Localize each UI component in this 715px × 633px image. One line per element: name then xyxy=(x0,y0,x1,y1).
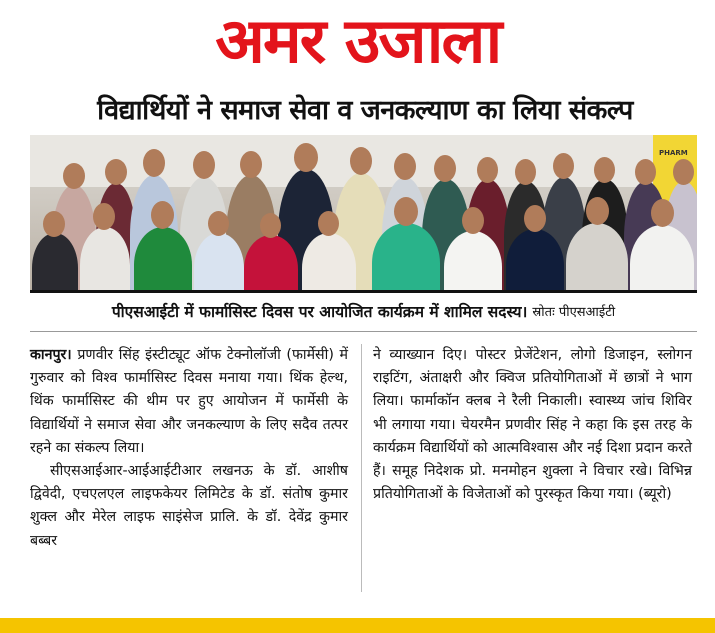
person-head xyxy=(43,211,65,237)
person-head xyxy=(93,203,115,230)
column-divider xyxy=(361,344,362,592)
person xyxy=(566,223,628,293)
person-head xyxy=(553,153,574,179)
person xyxy=(80,227,130,293)
person xyxy=(372,223,440,293)
person-head xyxy=(462,207,484,234)
caption-divider xyxy=(30,331,697,332)
caption-text: पीएसआईटी में फार्मासिस्ट दिवस पर आयोजित कार्यक्रम में शामिल सदस्य। xyxy=(111,303,528,321)
photo-caption xyxy=(30,292,697,330)
person-head xyxy=(477,157,498,183)
article-column-left xyxy=(30,344,348,553)
article-paragraph: ने व्याख्यान दिए। पोस्टर प्रेजेंटेशन, लोगो डिजाइन, स्लोगन राइटिंग, अंताक्षरी और क्विज प्रतियोगिताओं में छात्रों ने भाग लिया। फार्माकॉन क्लब ने रैली निकाली। स्वास्थ्य जांच शिविर भी लगाया गया। चेयरमैन प्रणवीर सिंह ने कहा कि इस तरह के कार्यक्रम विद्यार्थियों को आत्मविश्वास और नई दिशा प्रदान करते हैं। समूह निदेशक प्रो. मनमोहन शुक्ला ने विचार रखे। विभिन्न प्रतियोगिताओं के विजेताओं को पुरस्कृत किया गया। (ब्यूरो) xyxy=(373,347,692,503)
person-head xyxy=(394,197,418,226)
article-text: प्रणवीर सिंह इंस्टीट्यूट ऑफ टेक्नोलॉजी (फार्मेसी) में गुरुवार को विश्व फार्मासिस्ट दिवस मनाया गया। थिंक हेल्थ, थिंक फार्मासिस्ट की थीम पर हुए आयोजन में फार्मेसी के विद्यार्थियों ने समाज सेवा और जनकल्याण के लिए सदैव तत्पर रहने का संकल्प लिया। xyxy=(30,347,348,456)
person-head xyxy=(594,157,615,183)
person-head xyxy=(673,159,694,185)
person-head xyxy=(193,151,215,179)
person-head xyxy=(586,197,609,225)
person-head xyxy=(350,147,372,175)
person-head xyxy=(635,159,656,185)
person xyxy=(32,233,78,293)
photo-banner-text: PHARM xyxy=(659,149,688,157)
dateline: कानपुर। xyxy=(30,347,72,363)
footer-stripe xyxy=(0,618,715,633)
article-column-right xyxy=(373,344,692,506)
person-head xyxy=(318,211,339,236)
caption-source: स्रोतः पीएसआईटी xyxy=(532,305,616,320)
article-paragraph: सीएसआईआर-आईआईटीआर लखनऊ के डॉ. आशीष द्विवेदी, एचएलएल लाइफकेयर लिमिटेड के डॉ. संतोष कुमार शुक्ल और मेरेल लाइफ साइंसेज प्रालि. के डॉ. देवेंद्र कुमार बब्बर xyxy=(30,463,348,549)
person-head xyxy=(63,163,85,189)
article-paragraph xyxy=(30,344,348,460)
person-head xyxy=(651,199,674,227)
person xyxy=(302,233,356,293)
person-head xyxy=(260,213,281,238)
masthead-logo: अमर उजाला xyxy=(214,4,501,77)
person-head xyxy=(143,149,165,177)
person-head xyxy=(105,159,127,185)
person xyxy=(506,229,564,293)
person xyxy=(134,227,192,293)
person xyxy=(630,225,694,293)
person xyxy=(444,231,502,293)
person-head xyxy=(294,143,318,172)
masthead xyxy=(0,0,715,82)
headline: विद्यार्थियों ने समाज सेवा व जनकल्याण का लिया संकल्प xyxy=(97,94,633,126)
person-head xyxy=(151,201,174,229)
person-head xyxy=(240,151,262,178)
group-photo xyxy=(30,135,697,293)
person-head xyxy=(434,155,456,182)
person-head xyxy=(524,205,546,232)
person-head xyxy=(394,153,416,180)
person-head xyxy=(515,159,536,185)
person-head xyxy=(208,211,229,236)
